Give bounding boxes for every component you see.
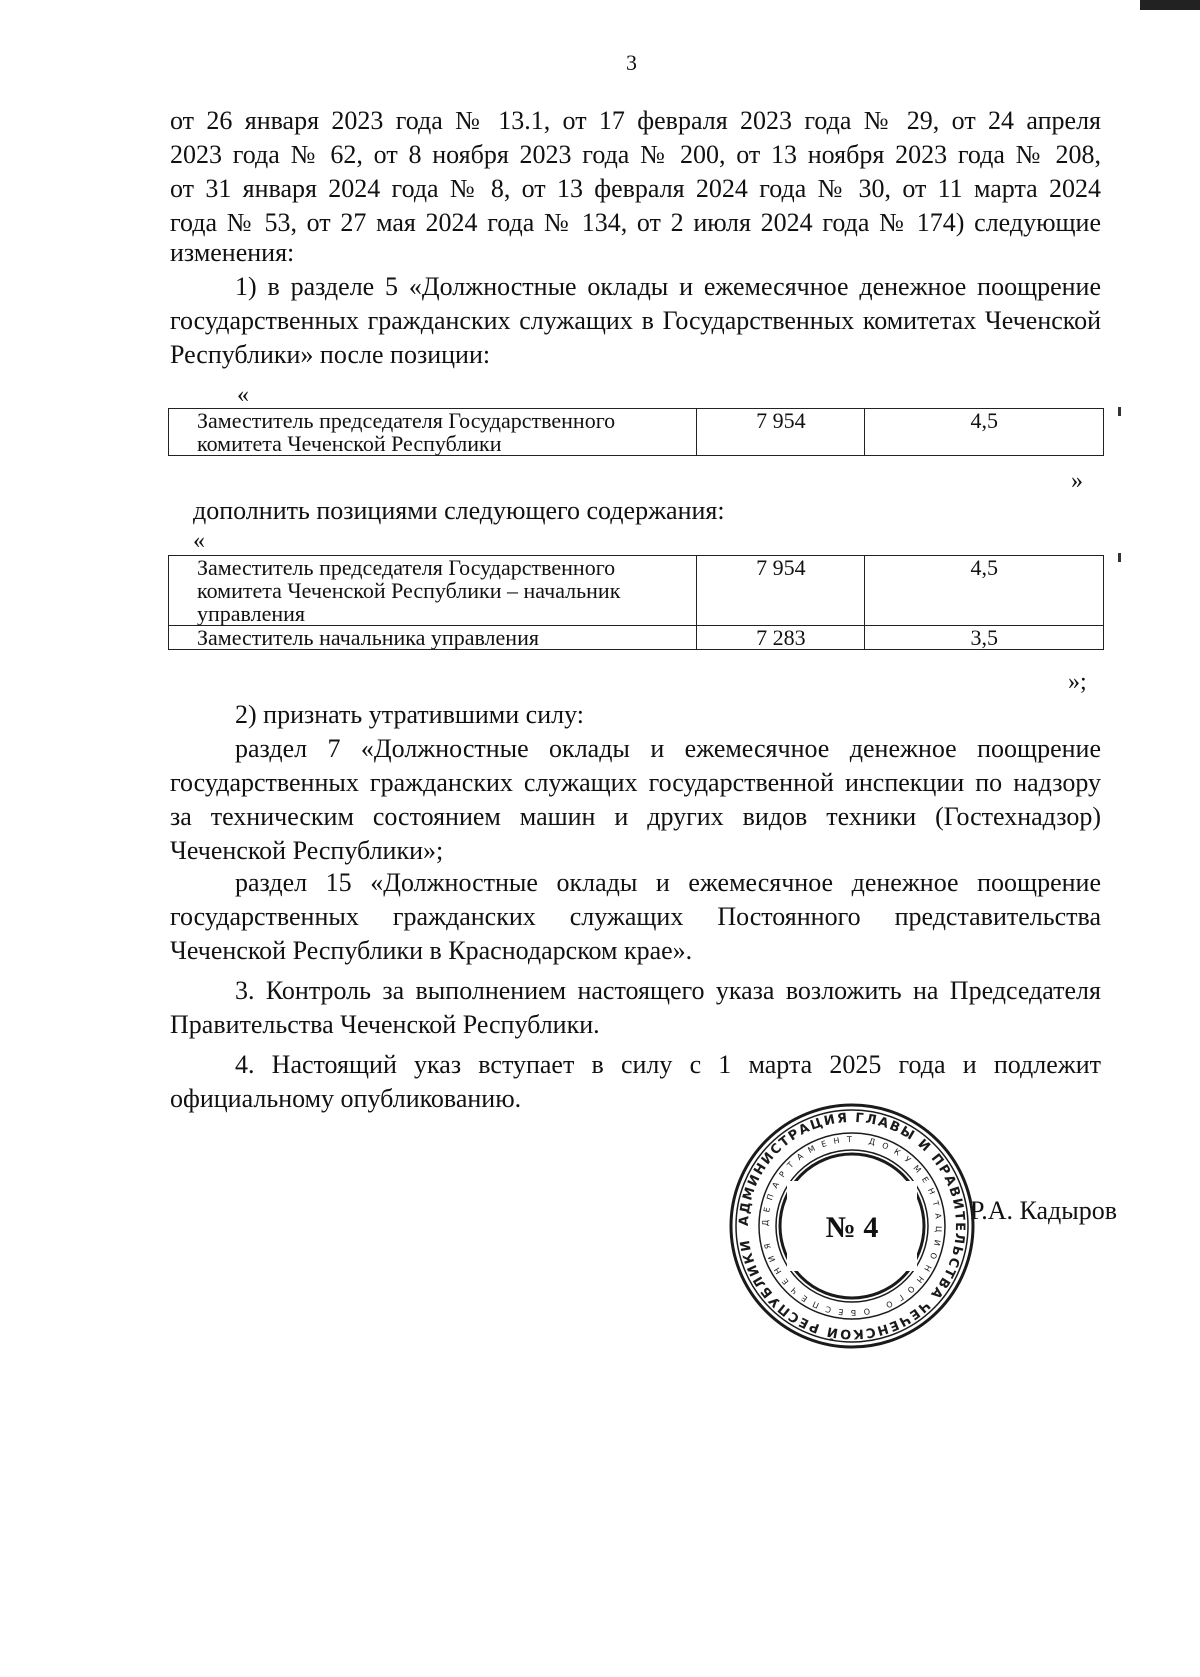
page-number: 3 (626, 50, 637, 75)
coefficient-cell: 3,5 (865, 626, 1104, 650)
positions-table-existing (168, 408, 1104, 456)
item-2-section-15: раздел 15 «Должностные оклады и ежемесячное денежное поощрение государственных гражданских служащих Постоянного представительства Чеченской Республики в Краснодарском крае». (170, 868, 1101, 965)
salary-cell: 7 283 (697, 626, 865, 650)
intro-line-2: 2023 года № 62, от 8 ноября 2023 года № 200, от 13 ноября 2023 года № 208, (170, 140, 1101, 169)
add-positions-line: дополнить позициями следующего содержания: (193, 496, 725, 525)
seal-inner-text: ДЕПАРТАМЕНТ ДОКУМЕНТАЦИОННОГО ОБЕСПЕЧЕНИЯ (760, 1134, 944, 1318)
table-row (169, 409, 1104, 456)
intro-line-1: от 26 января 2023 года № 13.1, от 17 февраля 2023 года № 29, от 24 апреля (170, 106, 1101, 135)
scan-speck (1118, 407, 1121, 416)
close-quote-1: » (1071, 468, 1083, 494)
salary-cell: 7 954 (697, 556, 865, 626)
point-4-paragraph: 4. Настоящий указ вступает в силу с 1 марта 2025 года и подлежит официальному опубликованию. (170, 1050, 1101, 1113)
item-2-section-7: раздел 7 «Должностные оклады и ежемесячное денежное поощрение государственных гражданских служащих государственной инспекции по надзору за техническим состоянием машин и других видов техники (Гостехнадзор) Чеченской Республики»; (170, 734, 1101, 865)
point-3-paragraph: 3. Контроль за выполнением настоящего указа возложить на Председателя Правительства Чеченской Республики. (170, 976, 1101, 1039)
position-title-cell: Заместитель начальника управления (169, 626, 697, 650)
table-row (169, 556, 1104, 626)
official-seal (729, 1103, 975, 1349)
position-title-cell: Заместитель председателя Государственного комитета Чеченской Республики (169, 409, 697, 456)
open-quote-1: « (237, 382, 249, 408)
scan-speck (1118, 553, 1121, 562)
seal-number: № 4 (825, 1211, 879, 1244)
item-1-paragraph: 1) в разделе 5 «Должностные оклады и ежемесячное денежное поощрение государственных гражданских служащих в Государственных комитетах Чеченской Республики» после позиции: (170, 272, 1101, 369)
salary-cell: 7 954 (697, 409, 865, 456)
coefficient-cell: 4,5 (865, 409, 1104, 456)
table-row (169, 626, 1104, 650)
intro-line-4: года № 53, от 27 мая 2024 года № 134, от 2 июля 2024 года № 174) следующие (170, 208, 1101, 237)
open-quote-2: « (193, 528, 205, 554)
seal-outer-text: АДМИНИСТРАЦИЯ ГЛАВЫ И ПРАВИТЕЛЬСТВА ЧЕЧЕНСКОЙ РЕСПУБЛИКИ (736, 1110, 968, 1342)
positions-table-new (168, 555, 1104, 650)
position-title-cell: Заместитель председателя Государственного комитета Чеченской Республики – начальник управления (169, 556, 697, 626)
coefficient-cell: 4,5 (865, 556, 1104, 626)
intro-line-3: от 31 января 2024 года № 8, от 13 февраля 2024 года № 30, от 11 марта 2024 (170, 174, 1101, 203)
signature-name: Р.А. Кадыров (970, 1196, 1117, 1225)
intro-line-5: изменения: (170, 238, 295, 267)
item-2-heading: 2) признать утратившими силу: (235, 700, 584, 729)
close-quote-2: »; (1068, 669, 1087, 695)
scan-edge-mark (1140, 0, 1200, 10)
